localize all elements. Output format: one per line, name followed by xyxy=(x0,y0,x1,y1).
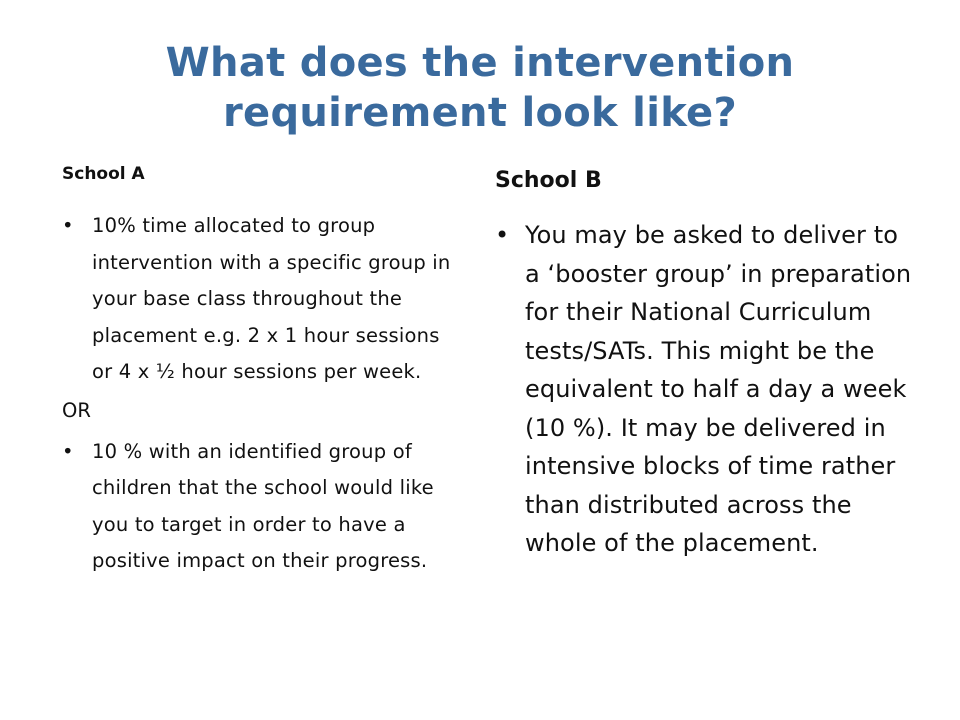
school-b-column xyxy=(495,160,915,563)
bullet-icon: • xyxy=(495,221,510,249)
bullet-icon: • xyxy=(62,214,74,237)
school-a-bullet-1-text: 10% time allocated to group intervention with a specific group in your base class throughout the placement e.g. 2 x 1 hour sessions or 4 x ½ hour sessions per week. xyxy=(92,214,451,383)
school-a-column xyxy=(62,160,462,580)
school-b-heading: School B xyxy=(495,168,602,193)
school-a-bullet-2 xyxy=(62,434,462,580)
bullet-icon: • xyxy=(62,439,74,463)
or-label: OR xyxy=(62,398,91,422)
school-a-bullet-2-text: 10 % with an identified group of children that the school would like you to target in order to have a positive impact on their progress. xyxy=(92,439,434,572)
school-a-bullet-1 xyxy=(62,208,462,391)
school-b-bullet-1 xyxy=(495,216,915,563)
school-b-bullet-1-text: You may be asked to deliver to a ‘booster group’ in preparation for their National Curriculum tests/SATs. This might be the equivalent to half a day a week (10 %). It may be delivered in intensive blocks of time rather than distributed across the whole of the placement. xyxy=(525,221,912,557)
slide-title: What does the intervention requirement look like? xyxy=(165,40,795,136)
school-a-heading: School A xyxy=(62,164,145,184)
